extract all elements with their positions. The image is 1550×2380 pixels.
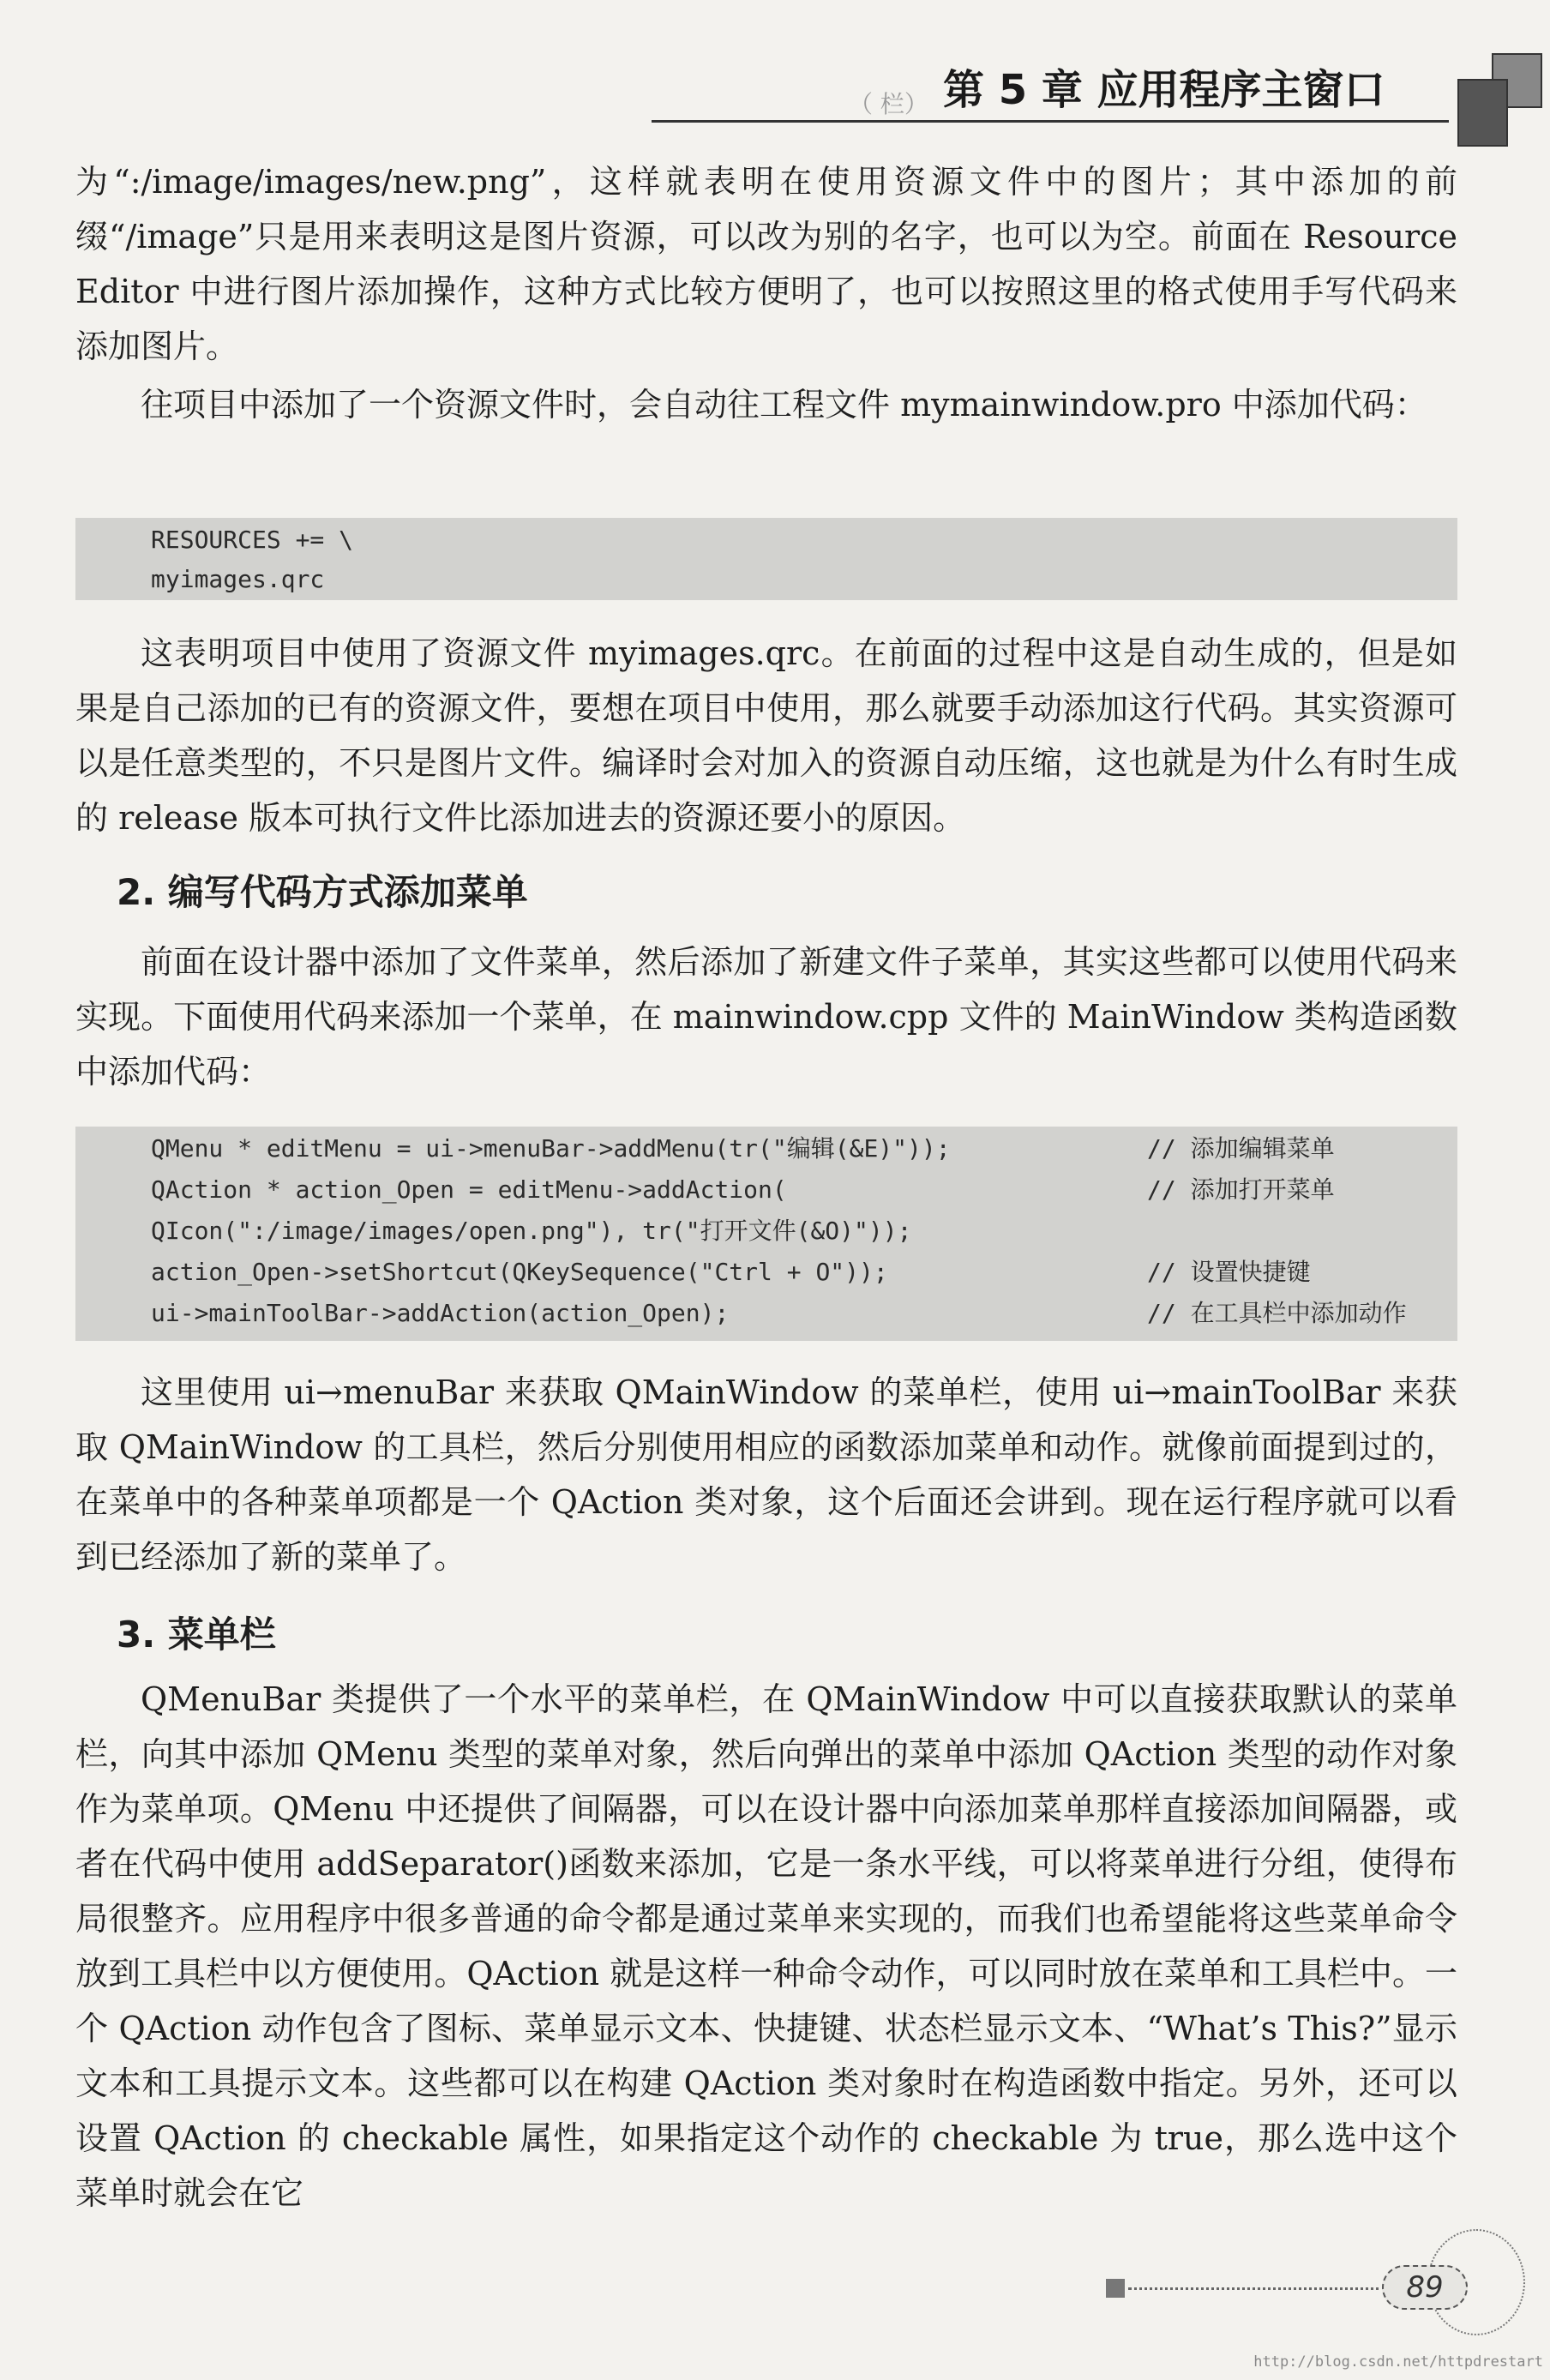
header-rule — [652, 120, 1449, 123]
code-block — [75, 1127, 1457, 1341]
code-line: QMenu * editMenu = ui->menuBar->addMenu(tr("编辑(&E)")); // 添加编辑菜单 — [151, 1134, 1335, 1163]
code-line: QAction * action_Open = editMenu->addAction( // 添加打开菜单 — [151, 1175, 1335, 1204]
watermark-url: http://blog.csdn.net/httpdrestart — [1253, 2353, 1543, 2371]
section-heading: 3. 菜单栏 — [117, 1614, 276, 1656]
paragraph: 这表明项目中使用了资源文件 myimages.qrc。在前面的过程中这是自动生成的，但是如果是自己添加的已有的资源文件，要想在项目中使用，那么就要手动添加这行代码。其实资源可以是任意类型的，不只是图片文件。编译时会对加入的资源自动压缩，这也就是为什么有时生成的 release 版本可执行文件比添加进去的资源还要小的原因。 — [75, 634, 1457, 837]
code-line: RESOURCES += \ — [151, 526, 354, 554]
footer-decor-square — [1106, 2279, 1125, 2298]
paragraph: 这里使用 ui→menuBar 来获取 QMainWindow 的菜单栏，使用 ui→mainToolBar 来获取 QMainWindow 的工具栏，然后分别使用相应的函数添加菜单和动作。就像前面提到过的，在菜单中的各种菜单项都是一个 QAction 类对象，这个后面还会讲到。现在运行程序就可以看到已经添加了新的菜单了。 — [75, 1373, 1457, 1576]
code-line: action_Open->setShortcut(QKeySequence("Ctrl + O")); // 设置快捷键 — [151, 1258, 1311, 1286]
code-line: QIcon(":/image/images/open.png"), tr("打开文件(&O)")); — [151, 1217, 912, 1245]
footer-dotted-line — [1128, 2287, 1385, 2290]
page-number: 89 — [1382, 2265, 1468, 2310]
paragraph: 往项目中添加了一个资源文件时，会自动往工程文件 mymainwindow.pro 中添加代码： — [141, 386, 1427, 424]
header-decor-block — [1457, 79, 1508, 147]
code-block — [75, 518, 1457, 600]
chapter-title: 第 5 章 应用程序主窗口 — [943, 66, 1385, 114]
paragraph: 为“:/image/images/new.png”，这样就表明在使用资源文件中的图片；其中添加的前缀“/image”只是用来表明这是图片资源，可以改为别的名字，也可以为空。前面在 Resource Editor 中进行图片添加操作，这种方式比较方便明了，也可以按照这里的格式使用手写代码来添加图片。 — [75, 163, 1457, 365]
code-line: ui->mainToolBar->addAction(action_Open); // 在工具栏中添加动作 — [151, 1299, 1407, 1327]
paragraph: 前面在设计器中添加了文件菜单，然后添加了新建文件子菜单，其实这些都可以使用代码来实现。下面使用代码来添加一个菜单，在 mainwindow.cpp 文件的 MainWindow 类构造函数中添加代码： — [75, 943, 1457, 1091]
code-line: myimages.qrc — [151, 565, 325, 593]
paragraph: QMenuBar 类提供了一个水平的菜单栏，在 QMainWindow 中可以直接获取默认的菜单栏，向其中添加 QMenu 类型的菜单对象，然后向弹出的菜单中添加 QAction 类型的动作对象作为菜单项。QMenu 中还提供了间隔器，可以在设计器中向添加菜单那样直接添加间隔器，或者在代码中使用 addSeparator()函数来添加，它是一条水平线，可以将菜单进行分组，使得布局很整齐。应用程序中很多普通的命令都是通过菜单来实现的，而我们也希望能将这些菜单命令放到工具栏中以方便使用。QAction 就是这样一种命令动作，可以同时放在菜单和工具栏中。一个 QAction 动作包含了图标、菜单显示文本、快捷键、状态栏显示文本、“What’s This?”显示文本和工具提示文本。这些都可以在构建 QAction 类对象时在构造函数中指定。另外，还可以设置 QAction 的 checkable 属性，如果指定这个动作的 checkable 为 true，那么选中这个菜单时就会在它 — [75, 1680, 1457, 2212]
section-heading: 2. 编写代码方式添加菜单 — [117, 871, 528, 913]
header-faint-mark: （ 栏） — [849, 90, 928, 118]
